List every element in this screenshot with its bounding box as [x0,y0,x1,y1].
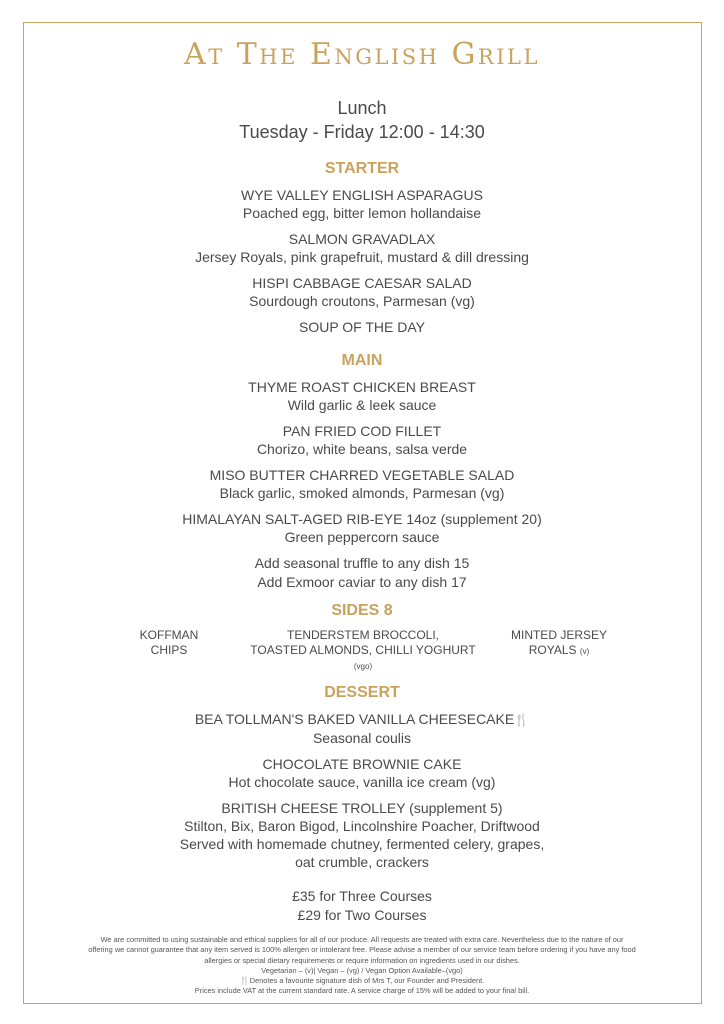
footer-line: Prices include VAT at the current standard rate. A service charge of 15% will be added to your final bill. [194,986,530,996]
signature-dish-icon: 🍴 [514,713,530,727]
extra-caviar: Add Exmoor caviar to any dish 17 [257,574,467,590]
dish-name: THYME ROAST CHICKEN BREAST [248,379,476,395]
side-note: (vgo) [353,662,373,671]
signature-dish-icon: 🍴 [239,976,250,986]
dish-name: SOUP OF THE DAY [298,319,426,335]
dish-name: HIMALAYAN SALT-AGED RIB-EYE 14oz (supplement 20) [182,511,542,527]
side-line: TENDERSTEM BROCCOLI, [286,628,439,642]
dish-description: Chorizo, white beans, salsa verde [256,441,468,457]
dish-name: BRITISH CHEESE TROLLEY (supplement 5) [221,800,503,816]
dish-name: MISO BUTTER CHARRED VEGETABLE SALAD [209,467,515,483]
dish-description: Hot chocolate sauce, vanilla ice cream (vg) [228,774,496,790]
side-note: (v) [579,647,590,656]
dish-name: SALMON GRAVADLAX [288,231,436,247]
starter-item [24,230,700,266]
dish-name: BEA TOLLMAN'S BAKED VANILLA CHEESECAKE [194,711,515,727]
dish-description: Jersey Royals, pink grapefruit, mustard & dill dressing [195,249,529,265]
dish-name: PAN FRIED COD FILLET [282,423,442,439]
price-two-courses: £29 for Two Courses [297,907,427,923]
side-line: TOASTED ALMONDS, CHILLI YOGHURT [250,643,476,657]
footer-line: Denotes a favourite signature dish of Mrs T, our Founder and President. [249,976,485,986]
service-hours: Tuesday - Friday 12:00 - 14:30 [239,122,485,142]
starter-item [24,186,700,222]
side-item [114,628,224,658]
dessert-heading: DESSERT [324,684,400,701]
menu-page [24,22,700,997]
footer-line: We are committed to using sustainable and ethical suppliers for all of our produce. All requests are treated with extra care. Nevertheless due to the nature of our [100,935,624,944]
starter-item [24,318,700,336]
dish-description: Black garlic, smoked almonds, Parmesan (vg) [219,485,505,501]
price-block [24,887,700,925]
restaurant-title: At The English Grill [184,37,540,72]
meal-label: Lunch [337,98,387,118]
dish-description: oat crumble, crackers [295,854,429,870]
dish-description: Served with homemade chutney, fermented celery, grapes, [179,836,545,852]
side-item [494,628,624,659]
extra-truffle: Add seasonal truffle to any dish 15 [254,555,470,571]
dish-name: HISPI CABBAGE CAESAR SALAD [252,275,472,291]
main-heading: MAIN [341,352,383,369]
allergen-footer [24,935,700,997]
dish-name: WYE VALLEY ENGLISH ASPARAGUS [241,187,483,203]
sides-row [24,628,700,680]
dish-description: Poached egg, bitter lemon hollandaise [242,205,482,221]
footer-line: offering we cannot guarantee that any item served is 100% allergen or intolerant free. Please advise a member of our service team before ordering if you have any food [88,945,636,955]
dish-description: Stilton, Bix, Baron Bigod, Lincolnshire Poacher, Driftwood [184,818,540,834]
side-line: MINTED JERSEY [510,628,607,642]
main-item [24,510,700,546]
side-line: ROYALS [528,643,577,657]
dish-name: CHOCOLATE BROWNIE CAKE [262,756,462,772]
side-line: KOFFMAN [139,628,199,642]
dish-description: Wild garlic & leek sauce [287,397,437,413]
main-item [24,422,700,458]
footer-line: allergies or special dietary requirements or require information on ingredients used in our dishes. [204,955,520,965]
dessert-item [24,755,700,791]
dish-description: Green peppercorn sauce [284,529,440,545]
main-extras [24,554,700,592]
starter-item [24,274,700,310]
side-item [238,628,488,674]
main-item [24,378,700,414]
side-line: CHIPS [150,643,188,657]
sides-heading: SIDES 8 [331,602,393,619]
dessert-item [24,799,700,871]
dish-description: Seasonal coulis [312,730,412,746]
dish-description: Sourdough croutons, Parmesan (vg) [249,293,475,309]
dessert-item [24,710,700,747]
footer-line: Vegetarian – (v)| Vegan – (vg) / Vegan Option Available–(vgo) [261,965,463,975]
price-three-courses: £35 for Three Courses [292,888,432,904]
dish-name-row [24,710,700,729]
main-item [24,466,700,502]
starter-heading: STARTER [324,160,400,177]
